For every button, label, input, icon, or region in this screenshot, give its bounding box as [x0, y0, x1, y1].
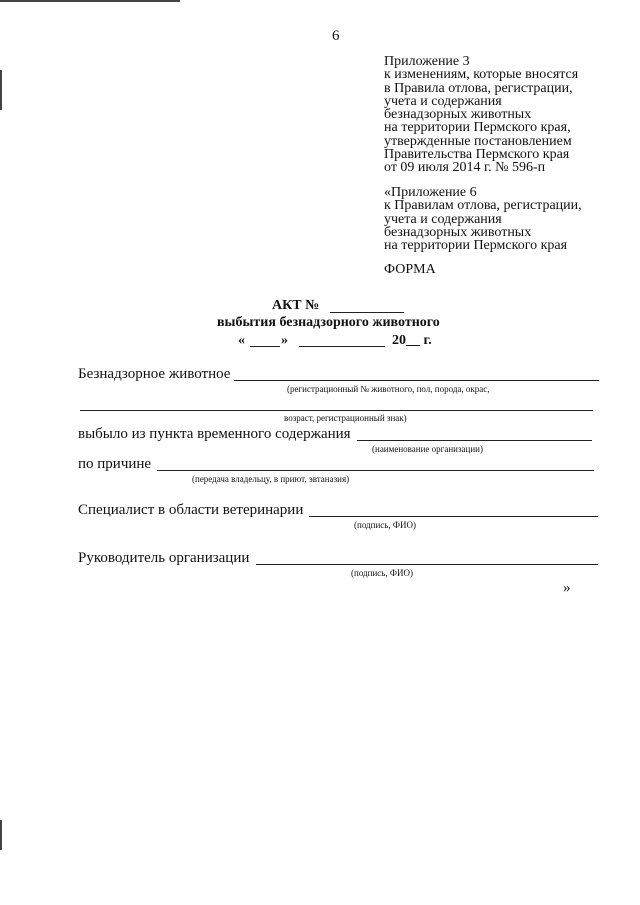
appendix6-line: безнадзорных животных	[384, 224, 532, 240]
appendix6-line: «Приложение 6	[384, 185, 477, 200]
date-year: 20__ г.	[392, 333, 432, 348]
animal-line[interactable]	[234, 380, 599, 381]
date-open-quote: «	[238, 333, 245, 348]
scan-left-edge-mark	[0, 70, 2, 110]
left-from-label: выбыло из пункта временного содержания	[78, 426, 351, 442]
closing-quote: »	[563, 580, 571, 596]
appendix6-line: к Правилам отлова, регистрации,	[384, 198, 582, 214]
act-number-line[interactable]	[330, 312, 404, 313]
animal-label: Безнадзорное животное	[78, 366, 231, 382]
vet-caption: (подпись, ФИО)	[354, 520, 416, 530]
appendix-line: Правительства Пермского края	[384, 147, 570, 163]
scan-left-edge-mark	[0, 820, 2, 850]
appendix6-line: на территории Пермского края	[384, 238, 568, 254]
appendix-line: Приложение 3	[384, 54, 470, 69]
left-from-caption: (наименование организации)	[372, 444, 483, 454]
head-caption: (подпись, ФИО)	[351, 568, 413, 578]
appendix-line: от 09 июля 2014 г. № 596-п	[384, 160, 546, 176]
reason-line[interactable]	[157, 470, 594, 471]
appendix-line: учета и содержания	[384, 93, 502, 109]
appendix-line: безнадзорных животных	[384, 107, 532, 123]
animal-caption-2: возраст, регистрационный знак)	[284, 413, 407, 423]
reason-caption: (передача владельцу, в приют, эвтаназия)	[192, 474, 350, 484]
scan-top-edge-mark	[0, 0, 180, 2]
animal-line-2[interactable]	[80, 410, 593, 411]
page-number: 6	[332, 28, 340, 44]
animal-caption: (регистрационный № животного, пол, порода, окрас,	[287, 384, 490, 394]
date-month-line[interactable]	[299, 346, 385, 347]
appendix-line: в Правила отлова, регистрации,	[384, 80, 573, 96]
appendix6-line: учета и содержания	[384, 211, 502, 227]
appendix-3-header	[384, 55, 578, 175]
reason-label: по причине	[78, 456, 152, 472]
left-from-line[interactable]	[357, 440, 592, 441]
appendix-line: к изменениям, которые вносятся	[384, 67, 579, 83]
vet-signature-line[interactable]	[309, 516, 598, 517]
date-day-line[interactable]	[250, 346, 280, 347]
head-signature-line[interactable]	[256, 564, 598, 565]
appendix-6-header	[384, 186, 582, 252]
appendix-line: утвержденные постановлением	[384, 133, 572, 149]
vet-label: Специалист в области ветеринарии	[78, 502, 304, 518]
act-title: АКТ №	[272, 298, 320, 313]
act-subtitle: выбытия безнадзорного животного	[217, 315, 440, 330]
form-label: ФОРМА	[384, 262, 436, 277]
date-close-quote: »	[281, 333, 288, 348]
appendix-line: на территории Пермского края,	[384, 120, 571, 136]
head-label: Руководитель организации	[78, 550, 250, 566]
